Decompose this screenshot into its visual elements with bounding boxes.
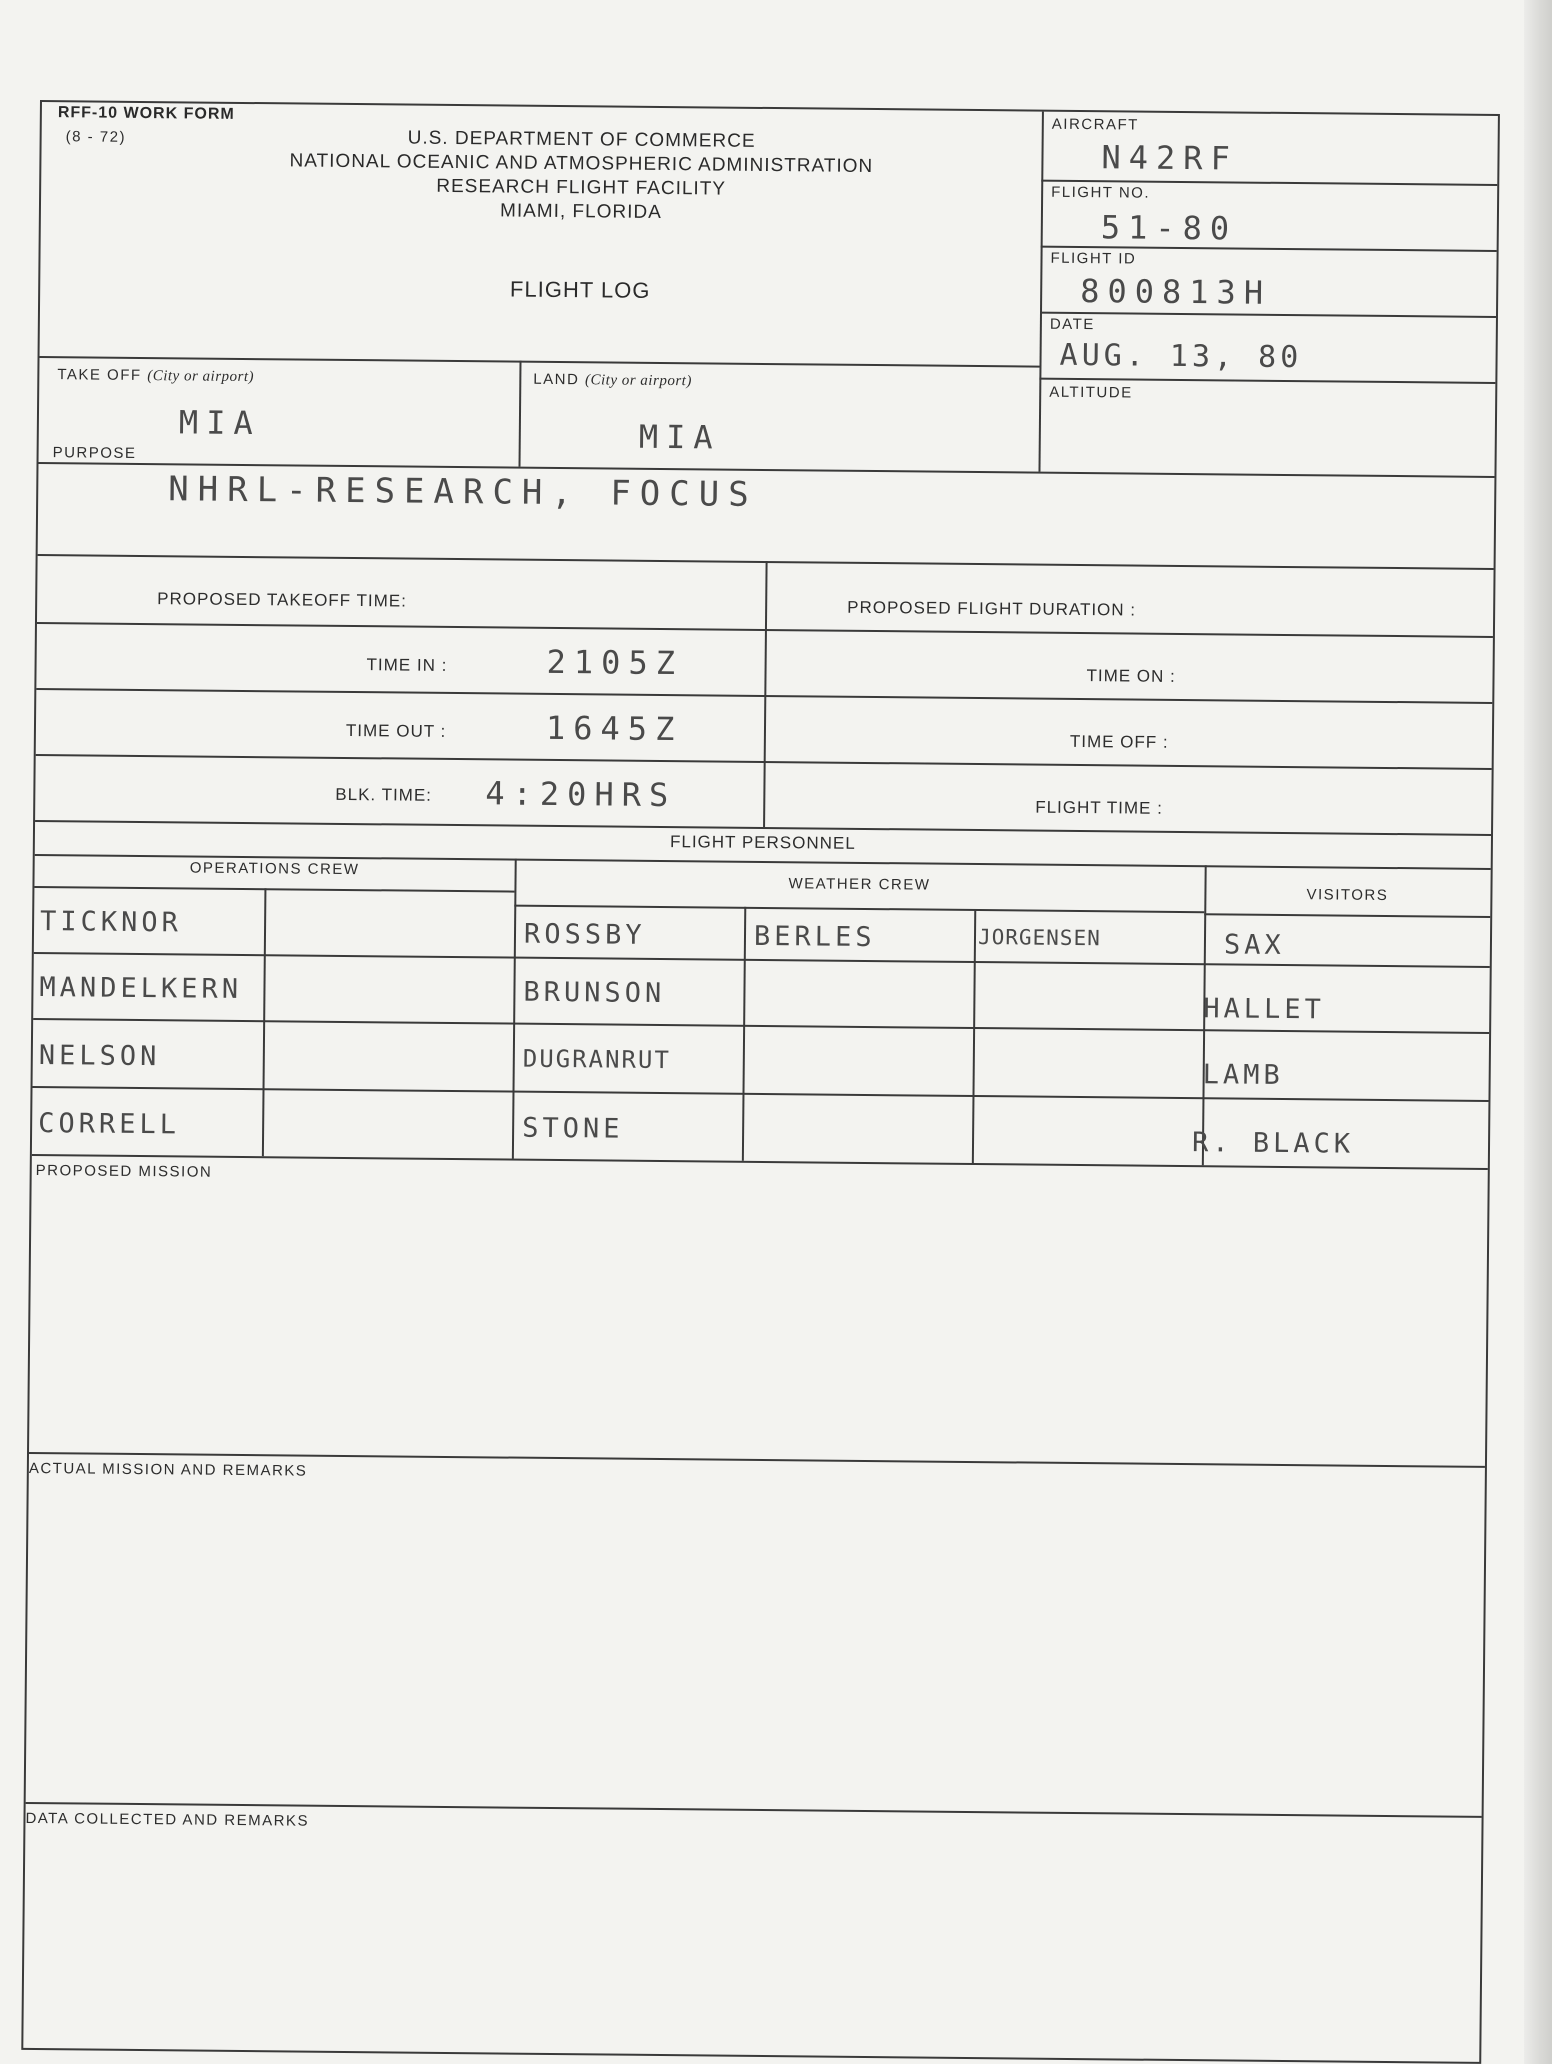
agency-line-2: NATIONAL OCEANIC AND ATMOSPHERIC ADMINISTRATION [289, 150, 874, 178]
flight-time-label: FLIGHT TIME : [1035, 797, 1163, 818]
divider [1204, 913, 1490, 918]
divider [763, 561, 768, 827]
date-label: DATE [1049, 315, 1095, 334]
purpose-value: NHRL-RESEARCH, FOCUS [168, 469, 758, 515]
land-hint: (City or airport) [584, 372, 692, 390]
weather-crew-label: WEATHER CREW [788, 875, 931, 894]
weather-crew-member: BERLES [753, 920, 876, 954]
flight-log-form [21, 100, 1500, 2064]
time-on-label: TIME ON : [1086, 666, 1176, 686]
page-edge [1524, 0, 1552, 2064]
weather-crew-member: JORGENSEN [977, 925, 1101, 951]
visitor: LAMB [1202, 1059, 1284, 1091]
time-in-label: TIME IN : [366, 655, 448, 675]
form-date: (8 - 72) [65, 128, 127, 146]
divider [512, 859, 517, 1159]
weather-crew-member: BRUNSON [523, 976, 666, 1010]
divider [519, 361, 522, 467]
takeoff-label [57, 366, 254, 386]
agency-line-4: MIAMI, FLORIDA [499, 200, 662, 223]
purpose-label: PURPOSE [52, 444, 137, 462]
weather-crew-member: ROSSBY [523, 918, 646, 951]
flight-no-label: FLIGHT NO. [1051, 183, 1151, 202]
flight-no-value: 51-80 [1100, 208, 1238, 248]
visitor: R. BLACK [1191, 1127, 1355, 1160]
actual-mission-label: ACTUAL MISSION AND REMARKS [28, 1459, 308, 1480]
takeoff-hint: (City or airport) [147, 368, 255, 386]
divider [1039, 378, 1495, 384]
divider [1038, 112, 1043, 472]
time-out-value: 1645Z [545, 708, 683, 749]
divider [34, 886, 514, 893]
time-in-value: 2105Z [546, 642, 684, 683]
visitors-label: VISITORS [1306, 886, 1389, 904]
divider [972, 909, 976, 1163]
proposed-duration-label: PROPOSED FLIGHT DURATION : [847, 597, 1137, 620]
proposed-mission-label: PROPOSED MISSION [35, 1162, 213, 1181]
operations-crew-member: CORRELL [38, 1108, 181, 1141]
blk-time-label: BLK. TIME: [335, 784, 433, 805]
time-off-label: TIME OFF : [1069, 731, 1169, 752]
blk-time-value: 4:20HRS [485, 774, 677, 815]
divider [514, 905, 1204, 914]
altitude-label: ALTITUDE [1049, 383, 1133, 402]
divider [742, 907, 746, 1161]
operations-crew-label: OPERATIONS CREW [189, 859, 360, 879]
weather-crew-member: DUGRANRUT [522, 1044, 671, 1075]
operations-crew-member: MANDELKERN [39, 972, 243, 1005]
aircraft-value: N42RF [1101, 138, 1239, 178]
divider [1040, 312, 1496, 318]
date-value: AUG. 13, 80 [1059, 337, 1303, 376]
agency-line-1: U.S. DEPARTMENT OF COMMERCE [407, 127, 756, 152]
agency-line-3: RESEARCH FLIGHT FACILITY [436, 175, 727, 200]
land-label [533, 371, 692, 391]
proposed-takeoff-label: PROPOSED TAKEOFF TIME: [157, 589, 407, 611]
land-value: MIA [638, 417, 721, 457]
form-title: FLIGHT LOG [509, 276, 651, 303]
visitor: SAX [1223, 929, 1285, 961]
personnel-heading: FLIGHT PERSONNEL [669, 832, 856, 853]
aircraft-label: AIRCRAFT [1051, 115, 1139, 134]
flight-id-label: FLIGHT ID [1050, 249, 1137, 268]
data-collected-label: DATA COLLECTED AND REMARKS [25, 1809, 310, 1830]
flight-id-value: 800813H [1080, 271, 1272, 312]
time-out-label: TIME OUT : [345, 720, 447, 741]
takeoff-label-text: TAKE OFF [57, 366, 142, 384]
form-id: RFF-10 WORK FORM [57, 104, 235, 123]
takeoff-value: MIA [178, 403, 261, 443]
operations-crew-member: NELSON [38, 1040, 161, 1073]
land-label-text: LAND [533, 370, 580, 389]
weather-crew-member: STONE [522, 1112, 624, 1145]
visitor: HALLET [1203, 993, 1326, 1026]
operations-crew-member: TICKNOR [39, 906, 183, 939]
divider [40, 356, 1040, 368]
